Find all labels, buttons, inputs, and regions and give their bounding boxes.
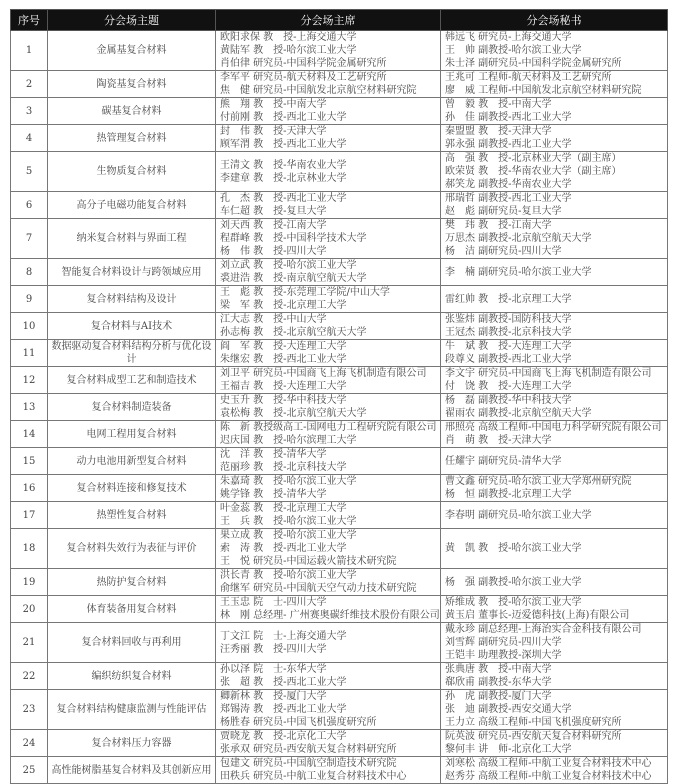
- chair-entry: 李建章 教 授-北京林业大学: [220, 172, 347, 184]
- secretary-entry: 郝笑龙 副教授-华南农业大学: [445, 179, 572, 190]
- row-topic: 复合材料回收与再利用: [48, 623, 216, 663]
- row-secretaries: [441, 757, 668, 784]
- chair-entry: 洪长青 教 授-哈尔滨工业大学: [220, 570, 357, 581]
- row-chairs: [216, 529, 441, 569]
- chair-entry: 索 涛 教 授-西北工业大学: [220, 543, 347, 554]
- chair-entry: 沈 洋 教 授-清华大学: [220, 449, 327, 460]
- secretary-entry: 邢瑞哲 副教授-西北工业大学: [445, 193, 572, 204]
- row-number: 5: [11, 152, 48, 192]
- chair-entry: 丁文江 院 士-上海交通大学: [220, 630, 347, 642]
- row-topic: 智能复合材料设计与跨领域应用: [48, 259, 216, 286]
- table-row: [11, 394, 668, 421]
- row-number: 3: [11, 98, 48, 125]
- row-topic: 复合材料结构及设计: [48, 286, 216, 313]
- chair-entry: 果立成 教 授-哈尔滨工业大学: [220, 530, 357, 541]
- secretary-entry: 杨 磊 副教授-华中科技大学: [445, 395, 572, 406]
- chair-entry: 姚学锋 教 授-清华大学: [220, 489, 327, 500]
- row-topic: 复合材料压力容器: [48, 730, 216, 757]
- row-number: 23: [11, 690, 48, 730]
- secretary-entry: 秦盟盟 教 授-天津大学: [445, 126, 552, 137]
- row-secretaries: [441, 340, 668, 367]
- row-number: 9: [11, 286, 48, 313]
- row-topic: 热管理复合材料: [48, 125, 216, 152]
- row-secretaries: [441, 475, 668, 502]
- secretary-entry: 翟雨农 副教授-北京航空航天大学: [445, 408, 592, 419]
- table-row: [11, 367, 668, 394]
- chair-entry: 汪秀丽 教 授-四川大学: [220, 643, 327, 655]
- row-chairs: [216, 71, 441, 98]
- row-number: 24: [11, 730, 48, 757]
- table-row: [11, 529, 668, 569]
- row-chairs: [216, 502, 441, 529]
- chair-entry: 付前刚 教 授-西北工业大学: [220, 112, 347, 123]
- secretary-entry: 赵 彪 副研究员-复旦大学: [445, 206, 562, 217]
- row-chairs: [216, 730, 441, 757]
- row-chairs: [216, 421, 441, 448]
- secretary-entry: 李春明 副研究员-哈尔滨工业大学: [445, 509, 592, 521]
- row-secretaries: [441, 98, 668, 125]
- secretary-entry: 赵秀芬 高级工程师-中航工业复合材料技术中心: [445, 771, 652, 782]
- table-row: [11, 663, 668, 690]
- secretary-entry: 欧荣贤 教 授-华南农业大学（副主席）: [445, 166, 622, 177]
- table-row: [11, 569, 668, 596]
- chair-entry: 欧阳求保 教 授-上海交通大学: [220, 32, 357, 43]
- row-number: 16: [11, 475, 48, 502]
- table-row: [11, 259, 668, 286]
- row-number: 15: [11, 448, 48, 475]
- secretary-entry: 肖 萌 教 授-天津大学: [445, 435, 552, 446]
- row-topic: 复合材料与AI技术: [48, 313, 216, 340]
- row-secretaries: [441, 71, 668, 98]
- row-topic: 陶瓷基复合材料: [48, 71, 216, 98]
- row-number: 25: [11, 757, 48, 784]
- table-row: [11, 192, 668, 219]
- secretary-entry: 任耀宇 副研究员-清华大学: [445, 455, 562, 467]
- chair-entry: 孔 杰 教 授-西北工业大学: [220, 193, 347, 204]
- secretary-entry: 阮英波 研究员-西安航天复合材料研究所: [445, 731, 622, 742]
- table-row: [11, 98, 668, 125]
- secretary-entry: 孙 虎 副教授-厦门大学: [445, 691, 552, 702]
- chair-entry: 王清文 教 授-华南农业大学: [220, 159, 347, 171]
- row-chairs: [216, 219, 441, 259]
- row-number: 12: [11, 367, 48, 394]
- row-secretaries: [441, 259, 668, 286]
- chair-entry: 林 刚 总经理- 广州赛奥碳纤维技术股份有限公司: [220, 610, 440, 621]
- table-row: [11, 286, 668, 313]
- row-number: 2: [11, 71, 48, 98]
- row-number: 14: [11, 421, 48, 448]
- row-topic: 纳米复合材料与界面工程: [48, 219, 216, 259]
- row-chairs: [216, 340, 441, 367]
- secretary-entry: 王 帅 副教授-哈尔滨工业大学: [445, 45, 582, 56]
- chair-entry: 程群峰 教 授-中国科学技术大学: [220, 233, 367, 244]
- table-row: [11, 313, 668, 340]
- row-secretaries: [441, 367, 668, 394]
- row-chairs: [216, 623, 441, 663]
- row-topic: 复合材料连接和修复技术: [48, 475, 216, 502]
- secretary-entry: 曾 毅 教 授-中南大学: [445, 99, 552, 110]
- chair-entry: 朱嘉琦 教 授-哈尔滨工业大学: [220, 476, 357, 487]
- chair-entry: 王 兵 教 授-哈尔滨工业大学: [220, 516, 357, 527]
- row-secretaries: [441, 596, 668, 623]
- row-secretaries: [441, 394, 668, 421]
- header-chair: 分会场主席: [216, 10, 441, 31]
- secretary-entry: 郗欣甫 副教授-东华大学: [445, 677, 552, 688]
- row-chairs: [216, 98, 441, 125]
- row-chairs: [216, 152, 441, 192]
- chair-entry: 袁松梅 教 授-北京航空航天大学: [220, 408, 367, 419]
- chair-entry: 梁 军 教 授-北京理工大学: [220, 300, 347, 311]
- secretary-entry: 高 强 教 授-北京林业大学（副主席）: [445, 153, 622, 164]
- secretary-entry: 王冠杰 副教授-北京科技大学: [445, 327, 572, 338]
- chair-entry: 朱继宏 教 授-西北工业大学: [220, 354, 347, 365]
- table-row: [11, 340, 668, 367]
- secretary-entry: 廖 威 工程师-中国航发北京航空材料研究院: [445, 85, 642, 96]
- chair-entry: 王 彪 教 授-东莞理工学院/中山大学: [220, 287, 390, 298]
- chair-entry: 包建文 研究员-中国航空制造技术研究院: [220, 758, 397, 769]
- secretary-entry: 戴永珍 副总经理-上海治实合金科技有限公司: [445, 624, 642, 635]
- row-number: 22: [11, 663, 48, 690]
- table-row: [11, 757, 668, 784]
- chair-entry: 肖伯律 研究员-中国科学院金属研究所: [220, 58, 387, 69]
- header-topic: 分会场主题: [48, 10, 216, 31]
- row-topic: 金属基复合材料: [48, 31, 216, 71]
- row-topic: 数据驱动复合材料结构分析与优化设计: [48, 340, 216, 367]
- row-secretaries: [441, 313, 668, 340]
- chair-entry: 封 伟 教 授-天津大学: [220, 126, 327, 137]
- row-secretaries: [441, 286, 668, 313]
- row-secretaries: [441, 502, 668, 529]
- chair-entry: 刘立武 教 授-哈尔滨工业大学: [220, 260, 357, 271]
- row-chairs: [216, 569, 441, 596]
- row-chairs: [216, 394, 441, 421]
- secretary-entry: 刘雪辉 副研究员-四川大学: [445, 637, 562, 648]
- secretary-entry: 付 饶 教 授-大连理工大学: [445, 381, 572, 392]
- row-number: 19: [11, 569, 48, 596]
- secretary-entry: 张鉴炜 副教授-国防科技大学: [445, 314, 572, 325]
- secretary-entry: 张 迪 副教授-西安交通大学: [445, 704, 572, 715]
- header-no: 序号: [11, 10, 48, 31]
- table-row: [11, 596, 668, 623]
- row-secretaries: [441, 690, 668, 730]
- chair-entry: 刘天西 教 授-江南大学: [220, 220, 327, 231]
- secretary-entry: 王力立 高级工程师-中国飞机强度研究所: [445, 717, 622, 728]
- row-chairs: [216, 663, 441, 690]
- table-row: [11, 71, 668, 98]
- row-topic: 体育装备用复合材料: [48, 596, 216, 623]
- row-secretaries: [441, 448, 668, 475]
- chair-entry: 阎 军 教 授-大连理工大学: [220, 341, 347, 352]
- row-number: 20: [11, 596, 48, 623]
- row-secretaries: [441, 192, 668, 219]
- row-secretaries: [441, 125, 668, 152]
- table-row: [11, 421, 668, 448]
- row-number: 8: [11, 259, 48, 286]
- chair-entry: 顾军渭 教 授-西北工业大学: [220, 139, 347, 150]
- chair-entry: 孙以泽 院 士-东华大学: [220, 664, 327, 675]
- row-topic: 复合材料结构健康监测与性能评估: [48, 690, 216, 730]
- secretary-entry: 黎何丰 讲 师-北京化工大学: [445, 744, 572, 755]
- secretary-entry: 孙 佳 副教授-西北工业大学: [445, 112, 572, 123]
- row-secretaries: [441, 152, 668, 192]
- row-secretaries: [441, 219, 668, 259]
- secretary-entry: 刘寒松 高级工程师-中航工业复合材料技术中心: [445, 758, 652, 769]
- chair-entry: 江大志 教 授-中山大学: [220, 314, 327, 325]
- row-topic: 高性能树脂基复合材料及其创新应用: [48, 757, 216, 784]
- chair-entry: 王福吉 教 授-大连理工大学: [220, 381, 347, 392]
- secretary-entry: 王铠丰 助理教授-深圳大学: [445, 650, 562, 661]
- row-chairs: [216, 475, 441, 502]
- secretary-entry: 朱士泽 副研究员-中国科学院金属研究所: [445, 58, 622, 69]
- row-topic: 生物质复合材料: [48, 152, 216, 192]
- row-topic: 热塑性复合材料: [48, 502, 216, 529]
- row-topic: 电网工程用复合材料: [48, 421, 216, 448]
- header-secretary: 分会场秘书: [441, 10, 668, 31]
- chair-entry: 裘进浩 教 授-南京航空航天大学: [220, 273, 367, 284]
- chair-entry: 李军平 研究员-航天材料及工艺研究所: [220, 72, 387, 83]
- secretary-entry: 曹文鑫 研究员-哈尔滨工业大学郑州研究院: [445, 476, 632, 487]
- chair-entry: 贾晓龙 教 授-北京化工大学: [220, 731, 347, 742]
- row-chairs: [216, 259, 441, 286]
- row-chairs: [216, 596, 441, 623]
- secretary-entry: 牛 斌 教 授-大连理工大学: [445, 341, 572, 352]
- chair-entry: 王玉忠 院 士-四川大学: [220, 597, 327, 608]
- table-row: [11, 448, 668, 475]
- chair-entry: 陈 新 教授级高工-国网电力工程研究院有限公司: [220, 422, 437, 433]
- secretary-entry: 杨 恒 副教授-北京理工大学: [445, 489, 572, 500]
- secretary-entry: 杨 强 副教授-哈尔滨工业大学: [445, 576, 582, 588]
- chair-entry: 车仁超 教 授-复旦大学: [220, 206, 327, 217]
- chair-entry: 史玉升 教 授-华中科技大学: [220, 395, 347, 406]
- table-row: [11, 152, 668, 192]
- row-secretaries: [441, 421, 668, 448]
- row-chairs: [216, 125, 441, 152]
- row-number: 1: [11, 31, 48, 71]
- secretary-entry: 段尊义 副教授-西北工业大学: [445, 354, 572, 365]
- row-number: 17: [11, 502, 48, 529]
- row-topic: 复合材料成型工艺和制造技术: [48, 367, 216, 394]
- row-topic: 编织纺织复合材料: [48, 663, 216, 690]
- secretary-entry: 韩远飞 研究员-上海交通大学: [445, 32, 572, 43]
- secretary-entry: 王兆可 工程师-航天材料及工艺研究所: [445, 72, 612, 83]
- row-secretaries: [441, 663, 668, 690]
- row-topic: 复合材料制造装备: [48, 394, 216, 421]
- row-secretaries: [441, 623, 668, 663]
- row-chairs: [216, 31, 441, 71]
- chair-entry: 杨 伟 教 授-四川大学: [220, 246, 327, 257]
- table-row: [11, 623, 668, 663]
- secretary-entry: 黄玉启 董事长-迈爱德科技(上海)有限公司: [445, 610, 630, 621]
- table-row: [11, 502, 668, 529]
- row-chairs: [216, 286, 441, 313]
- table-row: [11, 31, 668, 71]
- chair-entry: 王 悦 研究员-中国运载火箭技术研究院: [220, 556, 397, 567]
- chair-entry: 孙志梅 教 授-北京航空航天大学: [220, 327, 367, 338]
- chair-entry: 卿新林 教 授-厦门大学: [220, 691, 327, 702]
- secretary-entry: 万思杰 副教授-北京航空航天大学: [445, 233, 592, 244]
- secretary-entry: 李 楠 副研究员-哈尔滨工业大学: [445, 266, 592, 278]
- chair-entry: 迟庆国 教 授-哈尔滨理工大学: [220, 435, 357, 446]
- chair-entry: 焦 健 研究员-中国航发北京航空材料研究院: [220, 85, 417, 96]
- row-number: 11: [11, 340, 48, 367]
- subvenue-table: [10, 9, 668, 784]
- chair-entry: 范丽珍 教 授-北京科技大学: [220, 462, 347, 473]
- table-row: [11, 730, 668, 757]
- row-chairs: [216, 757, 441, 784]
- secretary-entry: 雷红帅 教 授-北京理工大学: [445, 293, 572, 305]
- chair-entry: 张 超 教 授-西北工业大学: [220, 677, 347, 688]
- secretary-entry: 李文宇 研究员-中国商飞上海飞机制造有限公司: [445, 368, 652, 379]
- chair-entry: 杨胜春 研究员-中国飞机强度研究所: [220, 717, 377, 728]
- row-number: 21: [11, 623, 48, 663]
- chair-entry: 黄陆军 教 授-哈尔滨工业大学: [220, 45, 357, 56]
- table-row: [11, 475, 668, 502]
- table-row: [11, 125, 668, 152]
- row-secretaries: [441, 31, 668, 71]
- chair-entry: 张承双 研究员-西安航天复合材料研究所: [220, 744, 397, 755]
- secretary-entry: 邢照亮 高级工程师-中国电力科学研究院有限公司: [445, 422, 662, 433]
- table-row: [11, 219, 668, 259]
- row-topic: 热防护复合材料: [48, 569, 216, 596]
- row-number: 4: [11, 125, 48, 152]
- chair-entry: 田秩兵 研究员-中航工业复合材料技术中心: [220, 771, 407, 782]
- row-chairs: [216, 448, 441, 475]
- row-number: 18: [11, 529, 48, 569]
- secretary-entry: 黄 凯 教 授-哈尔滨工业大学: [445, 543, 582, 554]
- chair-entry: 熊 翔 教 授-中南大学: [220, 99, 327, 110]
- row-number: 7: [11, 219, 48, 259]
- chair-entry: 郑锡涛 教 授-西北工业大学: [220, 704, 347, 715]
- secretary-entry: 樊 玮 教 授-江南大学: [445, 220, 552, 231]
- secretary-entry: 杨 洁 副研究员-四川大学: [445, 246, 562, 257]
- chair-entry: 叶金蕊 教 授-北京理工大学: [220, 503, 347, 514]
- row-topic: 高分子电磁功能复合材料: [48, 192, 216, 219]
- row-topic: 动力电池用新型复合材料: [48, 448, 216, 475]
- row-number: 6: [11, 192, 48, 219]
- row-chairs: [216, 313, 441, 340]
- chair-entry: 俞继军 研究员-中国航天空气动力技术研究院: [220, 583, 417, 594]
- secretary-entry: 矫维成 教 授-哈尔滨工业大学: [445, 597, 582, 608]
- row-number: 13: [11, 394, 48, 421]
- row-secretaries: [441, 569, 668, 596]
- row-chairs: [216, 367, 441, 394]
- secretary-entry: 郭永强 副教授-西北工业大学: [445, 139, 572, 150]
- table-header-row: [11, 10, 668, 31]
- row-number: 10: [11, 313, 48, 340]
- row-chairs: [216, 192, 441, 219]
- chair-entry: 刘卫平 研究员-中国商飞上海飞机制造有限公司: [220, 368, 427, 379]
- row-chairs: [216, 690, 441, 730]
- row-secretaries: [441, 529, 668, 569]
- row-topic: 复合材料失效行为表征与评价: [48, 529, 216, 569]
- table-row: [11, 690, 668, 730]
- secretary-entry: 张典唐 教 授-中南大学: [445, 664, 552, 675]
- row-topic: 碳基复合材料: [48, 98, 216, 125]
- row-secretaries: [441, 730, 668, 757]
